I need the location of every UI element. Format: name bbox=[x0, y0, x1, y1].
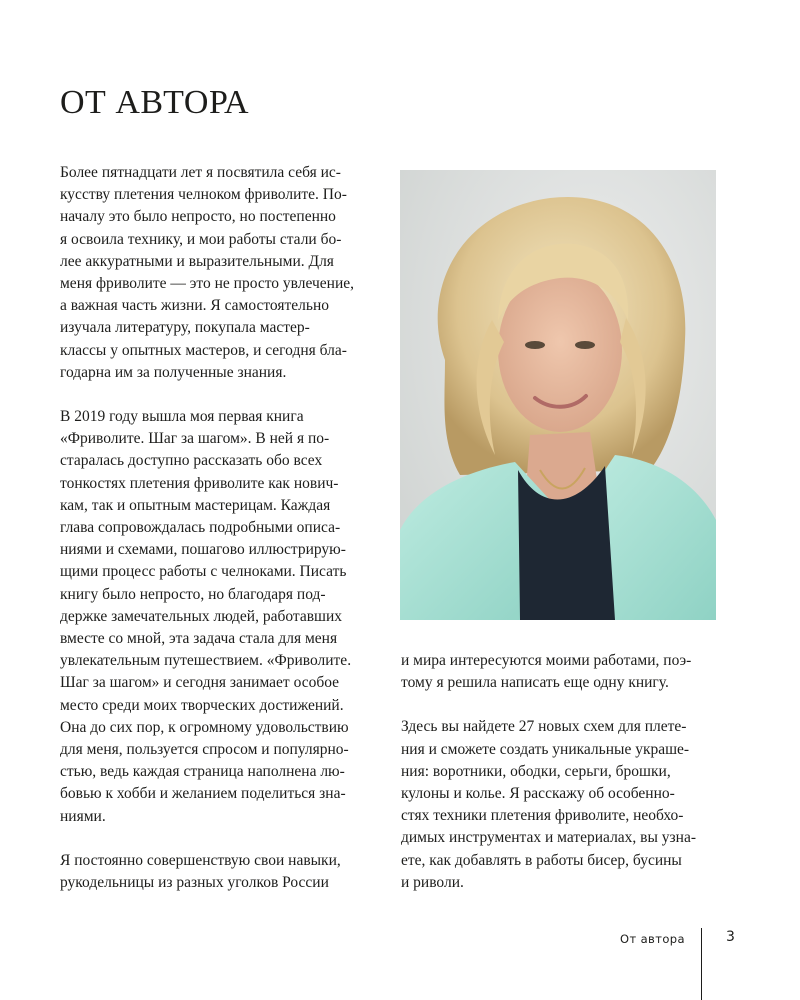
text-line: глава сопровождалась подробными описа- bbox=[60, 519, 341, 537]
text-line: Шаг за шагом» и сегодня занимает особое bbox=[60, 674, 340, 692]
page-number: 3 bbox=[726, 929, 735, 945]
text-line: я освоила технику, и мои работы стали бо- bbox=[60, 230, 342, 248]
text-line: а важная часть жизни. Я самостоятельно bbox=[60, 297, 330, 315]
text-line: тонкостях плетения фриволите как нович- bbox=[60, 474, 339, 492]
paragraph bbox=[60, 850, 385, 894]
text-line: кулоны и колье. Я расскажу об особенно- bbox=[401, 785, 675, 803]
text-line: вместе со мной, эта задача стала для меня bbox=[60, 630, 338, 648]
right-text-column bbox=[401, 650, 721, 916]
text-line: годарна им за полученные знания. bbox=[60, 363, 287, 381]
text-line: держке замечательных людей, работавших bbox=[60, 607, 343, 625]
text-line: классы у опытных мастеров, и сегодня бла- bbox=[60, 341, 347, 359]
text-line: стью, ведь каждая страница наполнена лю- bbox=[60, 763, 345, 781]
text-line: ния и сможете создать уникальные украше- bbox=[401, 740, 690, 758]
text-line: и мира интересуются моими работами, поэ- bbox=[401, 652, 692, 669]
paragraph bbox=[60, 406, 385, 828]
paragraph bbox=[401, 716, 721, 894]
text-line: стях техники плетения фриволите, необхо- bbox=[401, 807, 684, 825]
text-line: и риволи. bbox=[401, 873, 464, 891]
text-line: рукодельницы из разных уголков России bbox=[60, 874, 329, 892]
text-line: ниями. bbox=[60, 807, 106, 825]
text-line: Я постоянно совершенствую свои навыки, bbox=[60, 851, 341, 869]
text-line: место среди моих творческих достижений. bbox=[60, 696, 344, 714]
paragraph bbox=[60, 162, 385, 384]
text-line: тому я решила написать еще одну книгу. bbox=[401, 674, 669, 692]
text-line: ете, как добавлять в работы бисер, бусины bbox=[401, 851, 682, 869]
page-title: ОТ АВТОРА bbox=[60, 84, 250, 121]
left-text-column bbox=[60, 162, 385, 916]
text-line: Здесь вы найдете 27 новых схем для плете- bbox=[401, 718, 687, 736]
author-photo bbox=[400, 170, 716, 620]
text-line: щими процесс работы с челноками. Писать bbox=[60, 563, 347, 581]
text-line: кам, так и опытным мастерицам. Каждая bbox=[60, 496, 331, 514]
text-line: ния: воротники, ободки, серьги, брошки, bbox=[401, 762, 671, 780]
paragraph bbox=[401, 650, 721, 694]
text-line: бовью к хобби и желанием поделиться зна- bbox=[60, 785, 346, 803]
text-line: кусству плетения челноком фриволите. По- bbox=[60, 186, 347, 204]
text-line: Она до сих пор, к огромному удовольствию bbox=[60, 718, 349, 736]
text-line: димых инструментах и материалах, вы узна- bbox=[401, 829, 696, 847]
text-line: началу это было непросто, но постепенно bbox=[60, 208, 336, 226]
text-line: увлекательным путешествием. «Фриволите. bbox=[60, 652, 352, 670]
text-line: изучала литературу, покупала мастер- bbox=[60, 319, 310, 337]
text-line: ниями и схемами, пошагово иллюстрирую- bbox=[60, 541, 346, 559]
text-line: старалась доступно рассказать обо всех bbox=[60, 452, 323, 470]
text-line: Более пятнадцати лет я посвятила себя ис- bbox=[60, 164, 341, 181]
footer-divider bbox=[701, 928, 702, 1000]
text-line: меня фриволите — это не просто увлечение, bbox=[60, 275, 355, 293]
text-line: «Фриволите. Шаг за шагом». В ней я по- bbox=[60, 430, 330, 448]
running-footer: От автора bbox=[620, 932, 685, 946]
text-line: лее аккуратными и выразительными. Для bbox=[60, 252, 334, 270]
text-line: книгу было непросто, но благодаря под- bbox=[60, 585, 326, 603]
text-line: для меня, пользуется спросом и популярно- bbox=[60, 741, 349, 759]
author-portrait-icon bbox=[400, 170, 716, 620]
text-line: В 2019 году вышла моя первая книга bbox=[60, 408, 304, 426]
